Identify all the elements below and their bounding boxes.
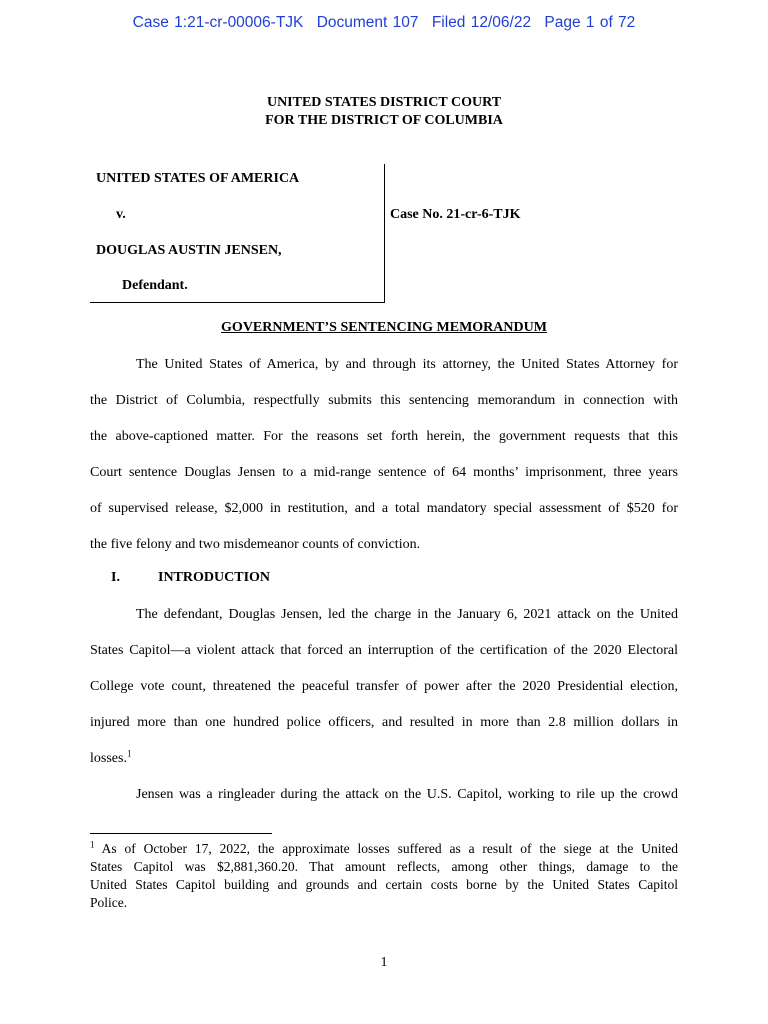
page-number: 1 [380, 955, 388, 970]
paragraph-line [90, 741, 678, 777]
paragraph-line: The United States of America, by and through its attorney, the United States Attorney for [136, 357, 678, 372]
footnote [90, 840, 678, 912]
footnote-line: United States Capitol building and grounds and certain costs borne by the United States Capitol [90, 877, 678, 892]
paragraph-line: Court sentence Douglas Jensen to a mid-range sentence of 64 months’ imprisonment, three years [90, 465, 678, 480]
case-number: Case No. 21-cr-6-TJK [390, 207, 521, 222]
paragraph-line: the five felony and two misdemeanor counts of conviction. [90, 537, 421, 552]
caption-plaintiff: UNITED STATES OF AMERICA [96, 171, 300, 186]
section-title: INTRODUCTION [158, 570, 271, 585]
court-name: UNITED STATES DISTRICT COURT [266, 95, 502, 110]
stamp-filed-date: Filed 12/06/22 [431, 14, 532, 31]
document-title-text: GOVERNMENT’S SENTENCING MEMORANDUM [221, 320, 547, 335]
ecf-header-stamp [0, 14, 768, 32]
footnote-divider [90, 833, 272, 834]
paragraph-line: injured more than one hundred police officers, and resulted in more than 2.8 million dollars in [90, 715, 678, 730]
caption-versus: v. [116, 207, 126, 222]
paragraph-line: the District of Columbia, respectfully submits this sentencing memorandum in connection with [90, 393, 678, 408]
intro-paragraph [90, 347, 678, 563]
court-heading [0, 94, 768, 130]
case-caption-box [90, 164, 385, 303]
footnote-reference[interactable]: 1 [126, 748, 132, 759]
losses-text: losses. [90, 751, 127, 766]
footnote-line: States Capitol was $2,881,360.20. That amount reflects, among other things, damage to the [90, 859, 678, 874]
footnote-text: As of October 17, 2022, the approximate losses suffered as a result of the siege at the United [94, 841, 678, 856]
section-number: I. [111, 570, 120, 585]
footnote-line [90, 840, 678, 858]
paragraph-line: of supervised release, $2,000 in restitution, and a total mandatory special assessment of $520 for [90, 501, 678, 516]
introduction-paragraph [90, 597, 678, 813]
stamp-case-number: Case 1:21-cr-00006-TJK [132, 14, 304, 31]
paragraph-line: the above-captioned matter. For the reasons set forth herein, the government requests that this [90, 429, 678, 444]
section-heading [111, 570, 270, 586]
footnote-marker: 1 [90, 839, 95, 850]
court-district: FOR THE DISTRICT OF COLUMBIA [265, 113, 503, 128]
paragraph-line: The defendant, Douglas Jensen, led the charge in the January 6, 2021 attack on the United [136, 607, 678, 622]
document-title [0, 320, 768, 336]
caption-defendant-label: Defendant. [122, 278, 188, 293]
stamp-page-count: Page 1 of 72 [544, 14, 636, 31]
paragraph-line: Jensen was a ringleader during the attack on the U.S. Capitol, working to rile up the crowd [136, 787, 678, 802]
footnote-line: Police. [90, 895, 128, 910]
stamp-document-number: Document 107 [316, 14, 419, 31]
caption-defendant-name: DOUGLAS AUSTIN JENSEN, [96, 243, 282, 258]
paragraph-line: College vote count, threatened the peaceful transfer of power after the 2020 Presidential election, [90, 679, 678, 694]
paragraph-line: States Capitol—a violent attack that forced an interruption of the certification of the 2020 Electoral [90, 643, 678, 658]
